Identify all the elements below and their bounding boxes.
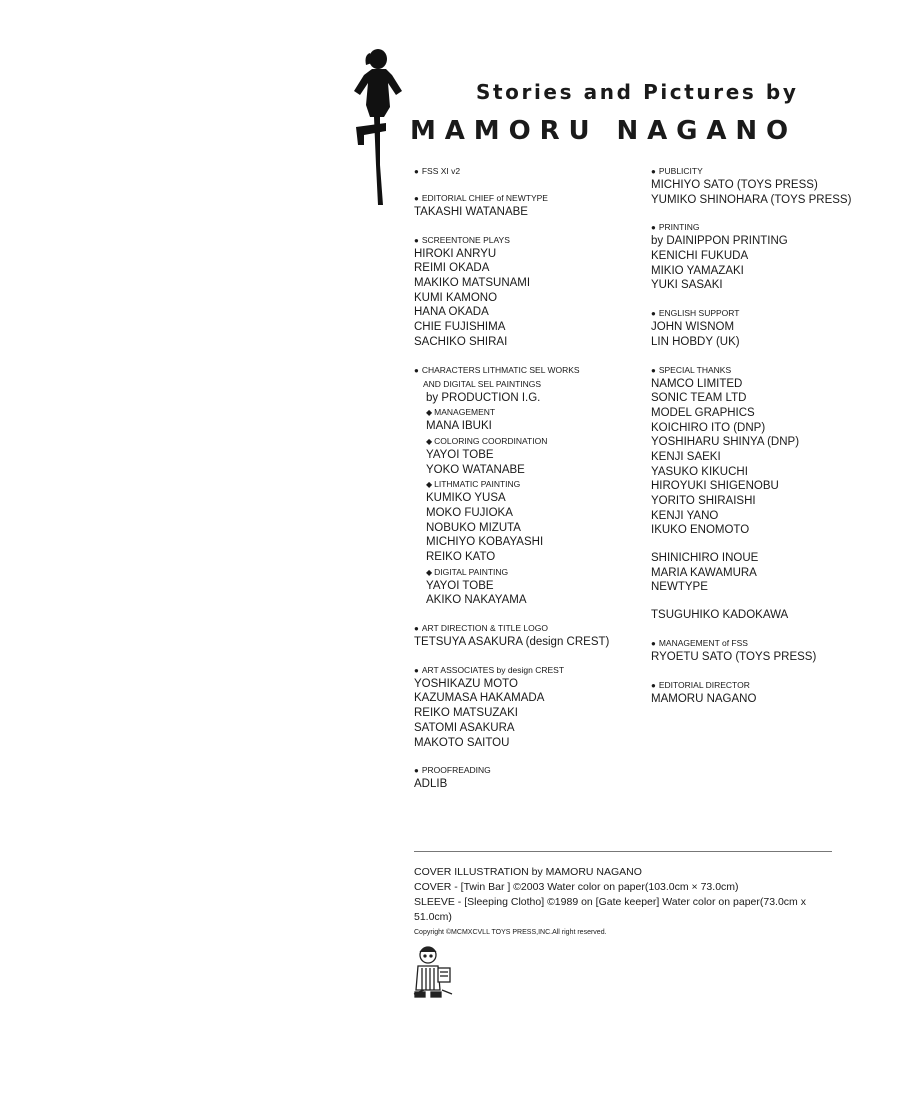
credit-name: MIKIO YAMAZAKI [651,264,744,277]
credit-name: TSUGUHIKO KADOKAWA [651,609,789,622]
credit-name: KENJI SAEKI [651,450,721,463]
credit-name: YOSHIKAZU MOTO [414,677,518,690]
credit-name: HIROYUKI SHIGENOBU [651,480,779,493]
cover-note: COVER - [Twin Bar ] ©2003 Water color on paper(103.0cm × 73.0cm) [414,881,739,893]
credit-name: YASUKO KIKUCHI [651,465,748,478]
credit-name: YORITO SHIRAISHI [651,495,756,507]
credit-block-screentone [414,233,644,350]
credit-name: HANA OKADA [414,306,489,319]
credit-name: KUMI KAMONO [414,291,498,304]
spacer [651,538,851,551]
credit-heading: ● EDITORIAL DIRECTOR [651,678,851,692]
credit-name: KAZUMASA HAKAMADA [414,692,545,705]
credit-name: KENICHI FUKUDA [651,250,749,263]
credit-block-publicity [651,164,851,207]
credit-name: ADLIB [414,778,448,791]
credit-heading: ● EDITORIAL CHIEF of NEWTYPE [414,191,644,205]
credit-name: YUKI SASAKI [651,279,723,292]
credit-name: SATOMI ASAKURA [414,721,515,734]
credit-heading: ● PUBLICITY [651,164,851,178]
credit-block-proofreading [414,763,644,792]
credit-name: MAKOTO SAITOU [414,736,510,749]
credit-subheading: ◆ COLORING COORDINATION [426,434,644,448]
credit-heading: ● CHARACTERS LITHMATIC SEL WORKS [414,363,644,377]
credit-name: MICHIYO KOBAYASHI [426,536,544,549]
credit-name: by DAINIPPON PRINTING [651,235,788,248]
credit-name: MANA IBUKI [426,420,492,433]
credit-name: MARIA KAWAMURA [651,566,757,579]
credit-block-art-direction [414,621,644,650]
credit-name: MAMORU NAGANO [651,692,757,705]
credit-subheading: ◆ MANAGEMENT [426,405,644,419]
credit-name: CHIE FUJISHIMA [414,321,506,334]
credit-block-art-associates [414,663,644,750]
spacer [651,595,851,608]
credit-name: REIKO MATSUZAKI [414,707,518,720]
credit-name: REIMI OKADA [414,262,490,275]
credit-block-editorial-chief [414,191,644,220]
credit-name: KUMIKO YUSA [426,492,506,505]
credit-name: YUMIKO SHINOHARA (TOYS PRESS) [651,193,852,206]
credit-name: TETSUYA ASAKURA (design CREST) [414,636,610,649]
credit-heading: ● ENGLISH SUPPORT [651,306,851,320]
credit-subheading: ◆ LITHMATIC PAINTING [426,477,644,491]
cover-illustration-credit: COVER ILLUSTRATION by MAMORU NAGANO [414,866,642,878]
credit-block-management-fss [651,636,851,665]
author-title: MAMORU NAGANO [410,116,798,146]
credit-name: YAYOI TOBE [426,448,494,461]
credit-heading: ● PROOFREADING [414,763,644,777]
credits-left-column [414,164,644,805]
credit-heading: ● MANAGEMENT of FSS [651,636,851,650]
credit-name: SONIC TEAM LTD [651,392,747,405]
credit-name: NEWTYPE [651,581,708,594]
footer-notes [414,865,834,939]
credit-name: IKUKO ENOMOTO [651,524,750,537]
credit-name: NOBUKO MIZUTA [426,521,521,534]
credit-block-editorial-director [651,678,851,707]
copyright-notice: Copyright ©MCMXCVLL TOYS PRESS,INC.All right reserved. [414,929,607,936]
credit-name: LIN HOBDY (UK) [651,335,740,348]
credit-heading: ● ART ASSOCIATES by design CREST [414,663,644,677]
credit-name: AKIKO NAKAYAMA [426,594,527,607]
credit-name: MODEL GRAPHICS [651,406,755,419]
credit-subheading: ◆ DIGITAL PAINTING [426,565,644,579]
credits-right-column [651,164,851,719]
credit-block-printing [651,220,851,293]
sleeve-note: SLEEVE - [Sleeping Clotho] ©1989 on [Gate keeper] Water color on paper(73.0cm x 51.0cm) [414,896,806,923]
credit-block-characters [414,363,644,609]
tagline: Stories and Pictures by [476,80,799,104]
credit-heading: ● SCREENTONE PLAYS [414,233,644,247]
figure-silhouette-icon [350,45,412,207]
credit-block-special-thanks [651,363,851,623]
credit-block-english-support [651,306,851,349]
credit-name: YOSHIHARU SHINYA (DNP) [651,436,800,449]
credit-name: YAYOI TOBE [426,579,494,592]
credit-heading: ● ART DIRECTION & TITLE LOGO [414,621,644,635]
footer-divider [414,851,832,852]
credit-heading: ● PRINTING [651,220,851,234]
credit-name: KOICHIRO ITO (DNP) [651,421,766,434]
credit-name: TAKASHI WATANABE [414,206,528,218]
credit-name: HIROKI ANRYU [414,247,497,260]
mascot-icon [412,944,454,1000]
credit-name: MAKIKO MATSUNAMI [414,277,531,290]
credit-block-fss [414,164,644,178]
credit-name: REIKO KATO [426,551,496,563]
credit-name: SHINICHIRO INOUE [651,552,759,565]
credit-name: JOHN WISNOM [651,321,735,334]
credit-name: KENJI YANO [651,509,719,522]
credit-name: NAMCO LIMITED [651,377,743,390]
credit-heading: ● SPECIAL THANKS [651,363,851,377]
credit-name: by PRODUCTION I.G. [426,391,541,404]
credit-heading: ● FSS XI v2 [414,164,644,178]
credit-name: SACHIKO SHIRAI [414,335,508,348]
credit-name: MOKO FUJIOKA [426,506,513,519]
credit-name: RYOETU SATO (TOYS PRESS) [651,650,817,663]
credit-name: YOKO WATANABE [426,463,525,476]
credit-heading-continued: AND DIGITAL SEL PAINTINGS [423,378,542,389]
credit-name: MICHIYO SATO (TOYS PRESS) [651,179,818,191]
